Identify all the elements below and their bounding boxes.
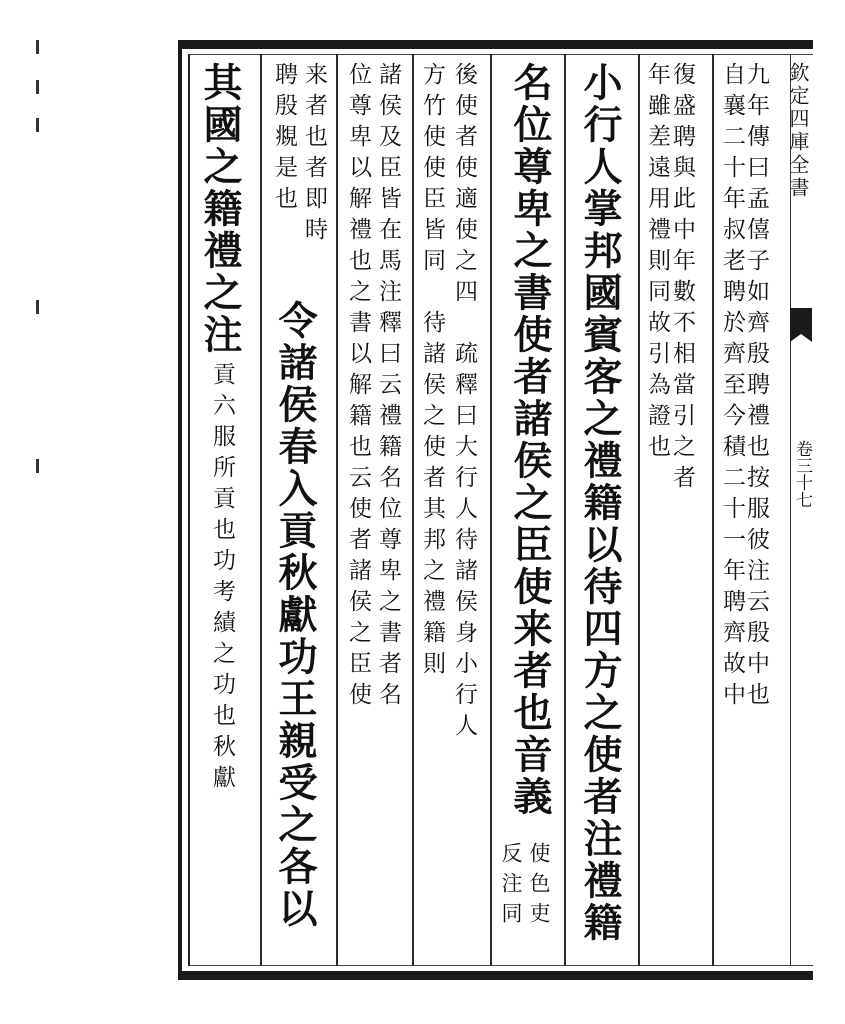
margin-tick (36, 80, 39, 94)
text-column: 復盛聘與此中年數不相當引之者 (669, 62, 695, 496)
commentary-column: 貢六服所貢也功考績之功也秋獻 (209, 362, 235, 796)
commentary-column: 諸侯及臣皆在馬注釋曰云禮籍名位尊卑之書者名 (375, 62, 401, 713)
column-rule (412, 54, 414, 966)
text-column: 九年傳曰孟僖子如齊殷聘禮也按服彼注云殷中也 (743, 62, 769, 713)
column-rule (490, 54, 492, 966)
margin-tick (36, 40, 39, 54)
juan-number: 卷三十七 (792, 440, 812, 508)
text-column: 自襄二十年叔老聘於齊至今積二十一年聘齊故中 (719, 62, 745, 713)
main-text-column: 名位尊卑之書使者諸侯之臣使来者也音義 (507, 62, 553, 818)
book-title: 欽定四庫全書 (786, 62, 810, 200)
commentary-column: 聘殷覜是也 (271, 62, 297, 217)
commentary-column: 反注同 (499, 842, 523, 932)
commentary-column: 位尊卑以解禮也之書以解籍也云使者諸侯之臣使 (345, 62, 371, 713)
main-text-column: 其國之籍禮之注 (197, 62, 243, 356)
text-column: 年雖差遠用禮則同故引為證也 (644, 62, 670, 465)
commentary-column: 来者也者即時 (301, 62, 327, 248)
margin-tick (36, 300, 39, 314)
column-rule (336, 54, 338, 966)
commentary-column: 方竹使使臣皆同 待諸侯之使者其邦之禮籍則 (419, 62, 445, 682)
main-text-column: 小行人掌邦國賓客之禮籍以待四方之使者注禮籍 (577, 62, 623, 944)
column-rule (712, 54, 714, 966)
commentary-column: 使色吏 (527, 842, 551, 932)
column-rule (260, 54, 262, 966)
main-text-column: 令諸侯春入貢秋獻功王親受之各以 (272, 300, 318, 930)
fish-tail-mark (788, 308, 814, 348)
commentary-column: 後使者使適使之四 疏釋曰大行人待諸侯身小行人 (451, 62, 477, 744)
margin-tick (36, 118, 39, 132)
margin-tick (36, 459, 39, 473)
column-rule (564, 54, 566, 966)
column-rule (638, 54, 640, 966)
